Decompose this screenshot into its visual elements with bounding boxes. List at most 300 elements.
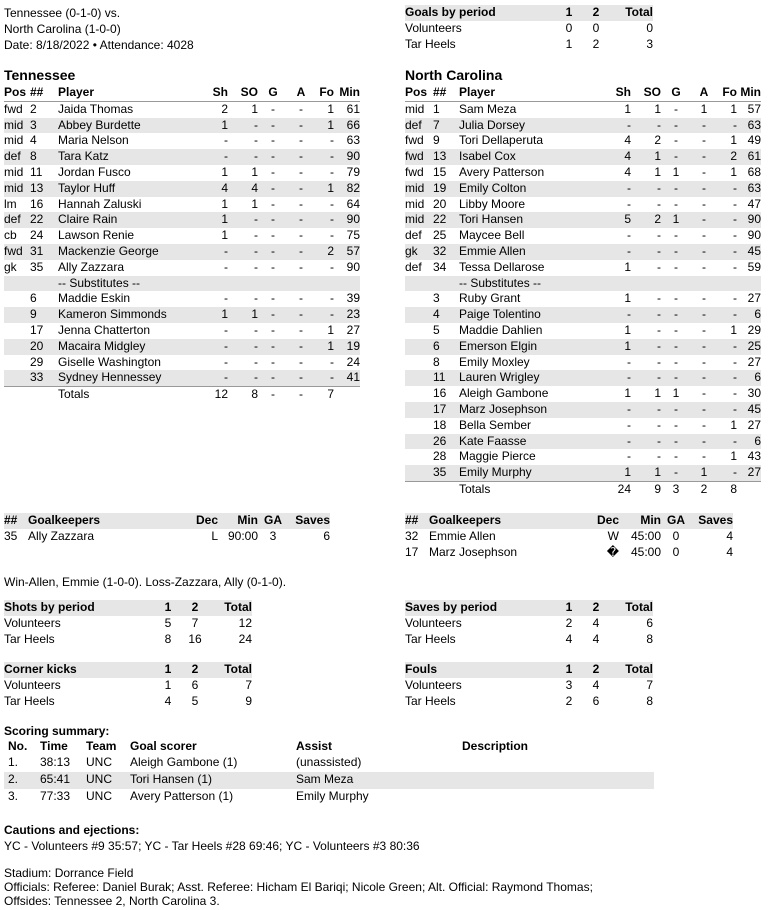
stat-cell: - — [224, 338, 228, 353]
stat-cell — [405, 355, 433, 371]
stat-cell: Claire Rain — [58, 212, 118, 227]
stat-cell: 8 — [646, 693, 653, 708]
stat-cell: 1 — [730, 133, 737, 148]
col-header: GA — [667, 513, 685, 527]
player-row — [405, 339, 761, 355]
stat-cell: - — [330, 228, 334, 243]
stat-cell: 17 — [433, 401, 447, 416]
col-header: Min — [640, 513, 661, 527]
team-name: Tar Heels — [405, 693, 456, 708]
stat-cell: - — [657, 417, 661, 432]
stat-cell: - — [330, 149, 334, 164]
stat-cell: 41 — [346, 370, 360, 385]
col-header: 1 — [164, 600, 172, 614]
stat-cell — [405, 307, 433, 323]
stat-cell: 3 — [433, 291, 440, 306]
stat-cell: (unassisted) — [296, 755, 362, 770]
stat-cell: Bella Sember — [459, 417, 532, 432]
player-row — [405, 212, 761, 228]
stat-cell: - — [733, 180, 737, 195]
totals-cell: 8 — [228, 387, 258, 403]
stat-cell — [4, 291, 30, 307]
stat-cell: 2 — [730, 149, 737, 164]
stat-cell: - — [224, 291, 228, 306]
stat-cell: 5 — [191, 693, 199, 708]
scoring-summary-table — [4, 739, 654, 806]
stat-cell: 27 — [346, 322, 360, 337]
col-header: Total — [224, 662, 252, 676]
stat-cell: 0 — [672, 528, 680, 543]
stat-cell: - — [733, 354, 737, 369]
stat-cell: 4 — [164, 693, 172, 708]
stat-cell — [405, 370, 433, 386]
totals-cell: 9 — [631, 481, 661, 497]
stat-cell: 1 — [730, 449, 737, 464]
stat-cell: 1 — [251, 196, 258, 211]
stat-cell: 17 — [30, 322, 44, 337]
stat-cell: - — [330, 164, 334, 179]
stat-cell: 9 — [245, 693, 252, 708]
stat-cell: 1 — [654, 164, 661, 179]
player-row — [405, 197, 761, 213]
stat-cell: 63 — [346, 133, 360, 148]
stat-cell: 63 — [747, 180, 761, 195]
stat-cell: 49 — [747, 133, 761, 148]
player-row — [405, 418, 761, 434]
table-row — [405, 632, 653, 648]
stat-cell: 3 — [269, 528, 277, 543]
stat-cell: 3 — [565, 677, 573, 692]
stat-cell: 2 — [565, 615, 573, 630]
col-header: Description — [462, 739, 529, 753]
col-header: Total — [625, 600, 653, 614]
stat-cell: - — [254, 322, 258, 337]
substitutes-label: -- Substitutes -- — [459, 275, 542, 290]
player-row — [405, 402, 761, 418]
stat-cell: - — [271, 338, 275, 353]
col-header: Goal scorer — [130, 739, 197, 753]
stat-cell: Marz Josephson — [429, 544, 518, 559]
stat-cell: 32 — [405, 528, 419, 543]
col-header: 2 — [191, 600, 199, 614]
goalkeepers-header — [4, 513, 330, 529]
col-header: 2 — [191, 662, 199, 676]
stat-cell: - — [674, 449, 678, 464]
stat-cell: 1 — [327, 322, 334, 337]
stat-cell: 24 — [30, 228, 44, 243]
stat-cell: - — [657, 370, 661, 385]
stat-cell: - — [271, 149, 275, 164]
stat-cell: 24 — [238, 631, 252, 646]
stat-cell: - — [627, 354, 631, 369]
table-row — [405, 694, 653, 710]
stat-cell — [4, 355, 30, 371]
stat-cell: - — [224, 370, 228, 385]
totals-cell: 7 — [314, 387, 334, 403]
stat-cell: 4 — [726, 544, 733, 559]
totals-row — [4, 387, 360, 403]
col-header: ## — [405, 513, 419, 527]
stat-cell: 17 — [405, 544, 419, 559]
stat-cell: Taylor Huff — [58, 180, 116, 195]
stat-cell: Ruby Grant — [459, 291, 521, 306]
stat-cell: 24 — [346, 354, 360, 369]
stat-cell: 66 — [346, 117, 360, 132]
player-row — [405, 165, 761, 181]
stat-cell: - — [271, 354, 275, 369]
stat-cell: - — [254, 291, 258, 306]
player-row — [4, 197, 360, 213]
stat-cell: Ally Zazzara — [28, 528, 95, 543]
stat-cell: 1 — [221, 228, 228, 243]
stat-cell: - — [254, 149, 258, 164]
team-name: Volunteers — [405, 20, 462, 35]
col-header: ## — [433, 85, 447, 99]
stat-cell — [405, 465, 433, 481]
stat-cell: 4 — [624, 149, 631, 164]
col-header: No. — [8, 739, 28, 753]
scoring-summary-title: Scoring summary: — [4, 724, 110, 738]
stat-cell: - — [299, 259, 303, 274]
unc-heading: North Carolina — [405, 67, 503, 83]
stat-cell: Giselle Washington — [58, 354, 161, 369]
stat-cell: - — [299, 212, 303, 227]
stat-cell: - — [271, 370, 275, 385]
player-row — [405, 323, 761, 339]
col-header: Saves — [698, 513, 733, 527]
stat-cell: 59 — [747, 259, 761, 274]
stat-cell: 27 — [747, 417, 761, 432]
stat-cell: 18 — [433, 417, 447, 432]
stat-cell: 6 — [30, 291, 37, 306]
totals-cell — [334, 387, 360, 403]
player-row — [405, 307, 761, 323]
stat-cell: - — [627, 243, 631, 258]
col-header: 2 — [592, 600, 600, 614]
stat-cell — [405, 323, 433, 339]
stat-cell: 1 — [624, 465, 631, 480]
stat-cell: - — [657, 243, 661, 258]
player-row — [4, 339, 360, 355]
player-row — [405, 181, 761, 197]
stat-cell: 5 — [433, 322, 440, 337]
stat-cell: 8 — [164, 631, 172, 646]
col-header: Sh — [615, 85, 631, 99]
stat-cell: 4 — [592, 615, 600, 630]
stat-cell: - — [224, 354, 228, 369]
stat-cell — [405, 481, 433, 497]
stat-cell: 1 — [624, 322, 631, 337]
stat-cell: 45:00 — [630, 544, 661, 559]
stat-cell — [433, 481, 459, 497]
stat-cell: mid — [405, 196, 425, 211]
stat-cell: 1 — [672, 164, 680, 179]
stat-cell: 61 — [747, 149, 761, 164]
stat-cell: 65:41 — [40, 772, 71, 787]
stat-cell: - — [224, 322, 228, 337]
stat-cell: - — [657, 196, 661, 211]
stat-cell: - — [733, 117, 737, 132]
tennessee-heading: Tennessee — [4, 67, 76, 83]
stat-cell — [405, 418, 433, 434]
stat-cell: - — [627, 180, 631, 195]
matchup-line-1: Tennessee (0-1-0) vs. — [4, 6, 121, 20]
stat-cell — [405, 449, 433, 465]
stat-cell: 1 — [730, 164, 737, 179]
stat-cell: - — [627, 196, 631, 211]
stat-cell: 75 — [346, 228, 360, 243]
stat-cell: - — [330, 354, 334, 369]
stat-cell: - — [299, 164, 303, 179]
stat-cell: 11 — [30, 164, 43, 179]
stat-cell: 27 — [747, 291, 761, 306]
stat-cell: 7 — [245, 677, 252, 692]
stat-cell: - — [299, 291, 303, 306]
stat-cell: 1 — [672, 386, 680, 401]
col-header: Fo — [722, 85, 737, 99]
stat-cell: Maddie Eskin — [58, 291, 131, 306]
stat-cell: - — [702, 228, 706, 243]
stat-cell: 1 — [327, 338, 334, 353]
col-header: SO — [240, 85, 258, 99]
col-header: 1 — [565, 662, 573, 676]
stat-cell: Sam Meza — [296, 772, 354, 787]
stat-cell: mid — [4, 164, 24, 179]
stat-cell: - — [299, 243, 303, 258]
stat-cell: 77:33 — [40, 789, 71, 804]
stat-cell: 45:00 — [630, 528, 661, 543]
player-row — [405, 118, 761, 134]
stat-cell: 90 — [747, 228, 761, 243]
goalkeeper-row — [405, 545, 733, 561]
stat-cell: 6 — [754, 370, 761, 385]
stat-cell: 57 — [346, 243, 360, 258]
stat-cell: - — [657, 322, 661, 337]
stat-cell — [433, 276, 459, 292]
col-header: Time — [40, 739, 68, 753]
stat-cell: mid — [405, 101, 425, 116]
stat-cell: Julia Dorsey — [459, 117, 526, 132]
stat-cell: - — [733, 243, 737, 258]
stat-cell — [405, 339, 433, 355]
goalkeepers-header — [405, 513, 733, 529]
stat-cell: - — [674, 133, 678, 148]
stat-cell: - — [627, 370, 631, 385]
stat-cell: - — [299, 307, 303, 322]
team-name: Volunteers — [4, 615, 61, 630]
stat-cell: - — [674, 401, 678, 416]
period-title: Shots by period — [4, 600, 95, 614]
stat-cell: 13 — [433, 149, 447, 164]
totals-cell: Totals — [58, 387, 198, 403]
player-row — [405, 434, 761, 450]
stat-cell: - — [674, 370, 678, 385]
stat-cell: 0 — [592, 20, 600, 35]
stat-cell — [405, 402, 433, 418]
stat-cell: - — [657, 401, 661, 416]
stat-cell: Emmie Allen — [429, 528, 496, 543]
stat-cell: 22 — [433, 212, 447, 227]
stat-cell: - — [271, 243, 275, 258]
col-header: Team — [86, 739, 117, 753]
stat-cell: 90 — [747, 212, 761, 227]
scoring-row — [4, 772, 654, 789]
player-row — [4, 260, 360, 276]
stat-cell: UNC — [86, 789, 112, 804]
game-header — [4, 5, 194, 53]
stat-cell: 1 — [251, 101, 258, 116]
stat-cell: - — [627, 307, 631, 322]
stat-cell: 4 — [251, 180, 258, 195]
stat-cell: fwd — [405, 149, 424, 164]
table-row — [4, 616, 252, 632]
stat-cell: - — [733, 338, 737, 353]
stat-cell: 1 — [565, 36, 573, 51]
offsides-text: Offsides: Tennessee 2, North Carolina 3. — [4, 894, 220, 908]
stat-cell: - — [702, 307, 706, 322]
stat-cell: 79 — [346, 164, 360, 179]
stat-cell: - — [271, 259, 275, 274]
stat-cell: 35 — [433, 465, 447, 480]
stat-cell — [405, 434, 433, 450]
stat-cell: - — [674, 433, 678, 448]
tennessee-goalkeepers-table — [4, 513, 330, 545]
stat-cell: 8 — [30, 149, 37, 164]
table-row — [4, 678, 252, 694]
stat-cell — [405, 276, 433, 292]
stat-cell: - — [702, 180, 706, 195]
stat-cell: 82 — [346, 180, 360, 195]
stat-cell: 8 — [433, 354, 440, 369]
stat-cell: 1 — [164, 677, 172, 692]
stat-cell: 4 — [433, 307, 440, 322]
player-row — [4, 101, 360, 117]
stat-cell — [30, 387, 58, 403]
stat-cell: 11 — [433, 370, 446, 385]
stat-cell: 20 — [30, 338, 44, 353]
stat-cell: L — [211, 528, 218, 543]
substitutes-label: -- Substitutes -- — [58, 275, 141, 290]
col-header: Total — [625, 662, 653, 676]
col-header: Player — [58, 85, 95, 99]
stat-cell: - — [299, 149, 303, 164]
stat-cell: 1 — [700, 101, 708, 116]
stat-cell: 1 — [730, 417, 737, 432]
stat-cell: 1 — [221, 307, 228, 322]
player-row — [405, 101, 761, 117]
stat-cell: 7 — [646, 677, 653, 692]
player-row — [4, 370, 360, 386]
player-row — [405, 449, 761, 465]
player-row — [4, 323, 360, 339]
stat-cell: - — [657, 449, 661, 464]
stat-cell: - — [330, 212, 334, 227]
stat-cell: gk — [4, 259, 17, 274]
stat-cell: 13 — [30, 180, 44, 195]
stat-cell: - — [702, 386, 706, 401]
stat-cell: - — [733, 196, 737, 211]
stat-cell: - — [733, 386, 737, 401]
stat-cell: - — [733, 259, 737, 274]
stat-cell: - — [674, 149, 678, 164]
stat-cell: UNC — [86, 772, 112, 787]
period-header — [4, 600, 252, 616]
stat-cell: 7 — [191, 615, 199, 630]
win-loss-text: Win-Allen, Emmie (1-0-0). Loss-Zazzara, Ally (0-1-0). — [4, 575, 287, 589]
col-header: 1 — [164, 662, 172, 676]
stat-cell: 32 — [433, 243, 447, 258]
cautions-text: YC - Volunteers #9 35:57; YC - Tar Heels #28 69:46; YC - Volunteers #3 80:36 — [4, 839, 420, 853]
stat-cell: - — [224, 133, 228, 148]
stat-cell: Lawson Renie — [58, 228, 135, 243]
stat-cell: 0 — [672, 544, 680, 559]
player-row — [4, 149, 360, 165]
stat-cell: mid — [4, 117, 24, 132]
stat-cell: - — [627, 433, 631, 448]
stat-cell: - — [674, 354, 678, 369]
stat-cell — [405, 386, 433, 402]
stat-cell: 0 — [565, 20, 573, 35]
stat-cell: - — [657, 307, 661, 322]
stat-cell: - — [330, 196, 334, 211]
stat-cell: 26 — [433, 433, 447, 448]
stat-cell: Jordan Fusco — [58, 164, 131, 179]
stat-cell: - — [702, 449, 706, 464]
stat-cell: - — [702, 212, 706, 227]
stat-cell: 6 — [754, 307, 761, 322]
stat-cell: - — [254, 243, 258, 258]
stat-cell: - — [674, 338, 678, 353]
stat-cell: 30 — [747, 386, 761, 401]
team-name: Tar Heels — [4, 631, 55, 646]
stat-cell: 3 — [646, 36, 653, 51]
stat-cell: Aleigh Gambone (1) — [130, 755, 238, 770]
stat-cell: - — [330, 307, 334, 322]
col-header: ## — [30, 85, 44, 99]
stat-cell: Jenna Chatterton — [58, 322, 151, 337]
stat-cell: def — [4, 212, 21, 227]
stat-cell: UNC — [86, 755, 112, 770]
stat-cell: 61 — [346, 101, 360, 116]
stat-cell: - — [702, 433, 706, 448]
stat-cell: 2 — [221, 101, 228, 116]
stat-cell: 64 — [346, 196, 360, 211]
stat-cell: 0 — [646, 20, 653, 35]
stat-cell: Tori Dellaperuta — [459, 133, 544, 148]
player-row — [4, 181, 360, 197]
stat-cell: def — [405, 228, 422, 243]
stat-cell — [4, 370, 30, 386]
stat-cell: 1 — [672, 212, 680, 227]
stat-cell: 2 — [565, 693, 573, 708]
stat-cell: - — [674, 101, 678, 116]
stat-cell: 90 — [346, 259, 360, 274]
stat-cell: fwd — [405, 164, 424, 179]
col-header: Min — [237, 513, 258, 527]
stat-cell: - — [733, 433, 737, 448]
goalkeeper-row — [4, 529, 330, 545]
stat-cell: - — [299, 228, 303, 243]
period-title: Fouls — [405, 662, 437, 676]
stat-cell: - — [702, 196, 706, 211]
col-header: Min — [339, 85, 360, 99]
period-title: Saves by period — [405, 600, 498, 614]
col-header: Sh — [212, 85, 228, 99]
stat-cell: - — [702, 164, 706, 179]
stat-cell — [30, 276, 58, 292]
stat-cell: - — [702, 291, 706, 306]
col-header: Goalkeepers — [429, 513, 502, 527]
